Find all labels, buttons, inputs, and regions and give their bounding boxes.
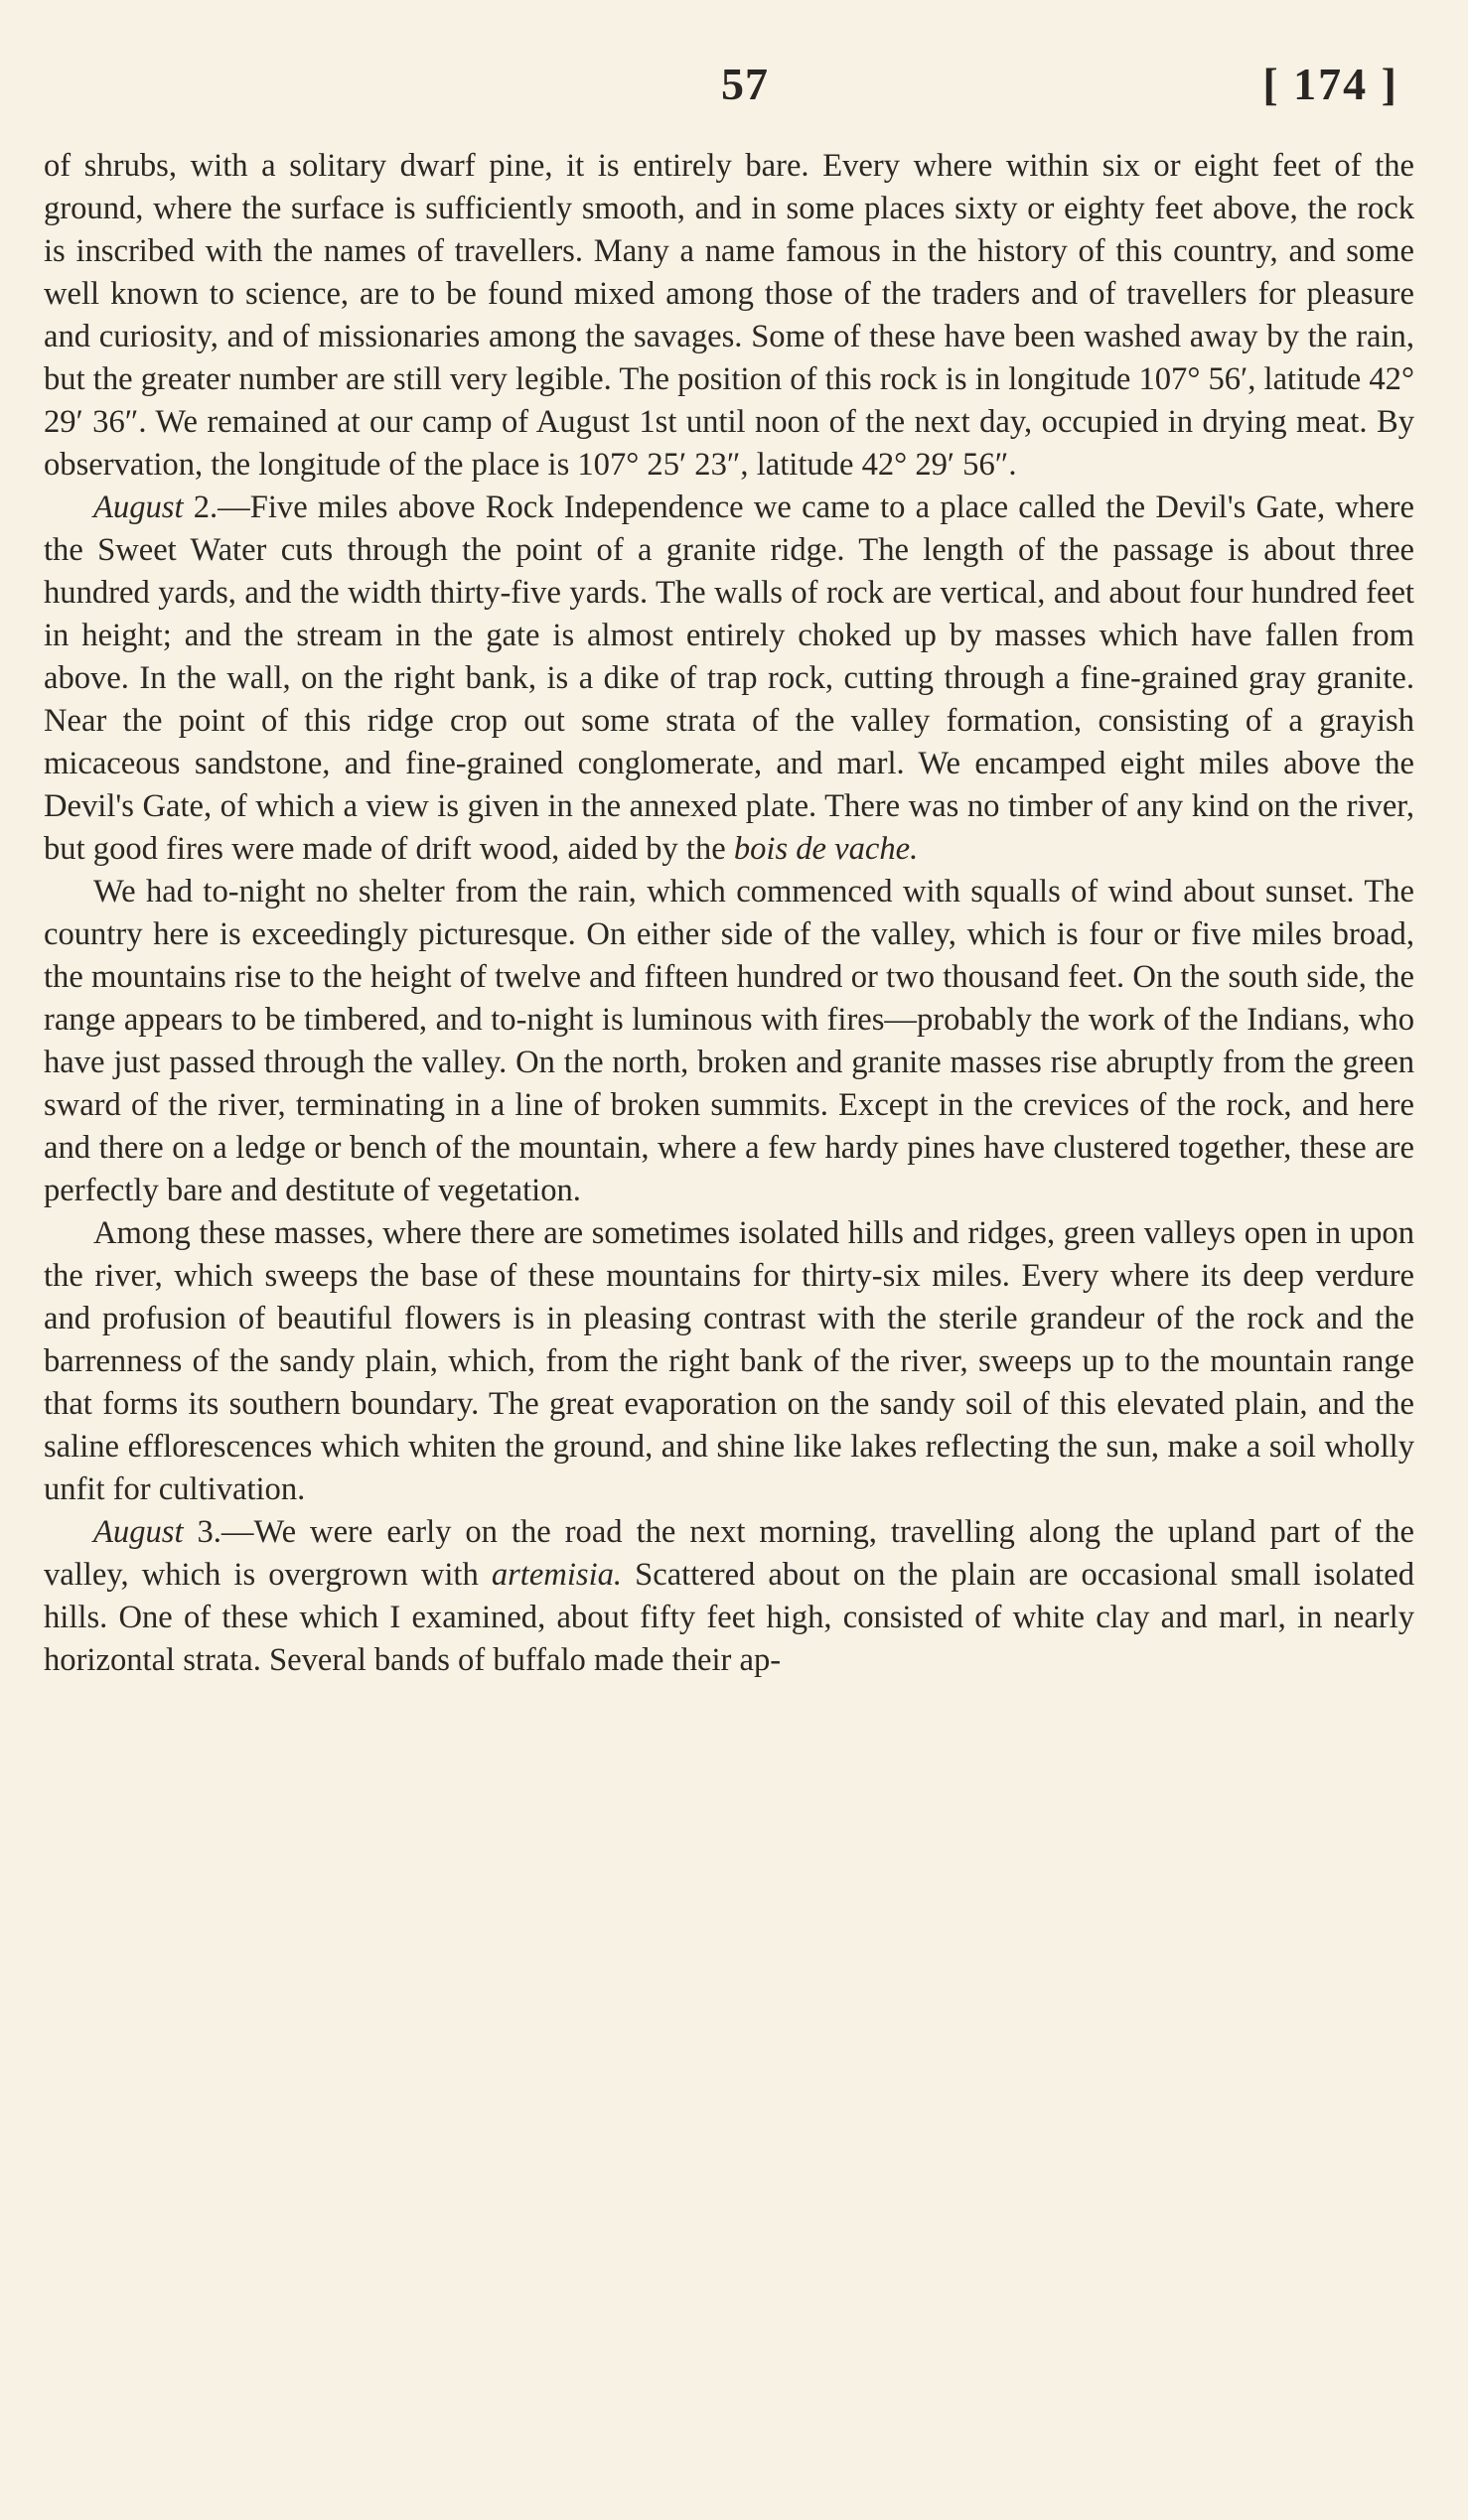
paragraph-5: [44, 1511, 1414, 1682]
paragraph-4: [44, 1212, 1414, 1511]
paragraph-text: of shrubs, with a solitary dwarf pine, it is entirely bare. Every where within six or eight feet of the ground, where the surface is sufficiently smooth, and in some places sixty or eighty feet above, the rock is inscribed with the names of travellers. Many a name famous in the history of this country, and some well known to science, are to be found mixed among those of the traders and of travellers for pleasure and curiosity, and of missionaries among the savages. Some of these have been washed away by the rain, but the greater number are still very legible. The position of this rock is in longitude 107° 56′, latitude 42° 29′ 36″. We remained at our camp of August 1st until noon of the next day, occupied in drying meat. By observation, the longitude of the place is 107° 25′ 23″, latitude 42° 29′ 56″.: [44, 148, 1414, 483]
page-header: [44, 58, 1414, 127]
paragraph-text: We had to-night no shelter from the rain, which commenced with squalls of wind about sunset. The country here is exceedingly picturesque. On either side of the valley, which is four or five miles broad, the mountains rise to the height of twelve and fifteen hundred or two thousand feet. On the south side, the range appears to be timbered, and to-night is luminous with fires—probably the work of the Indians, who have just passed through the valley. On the north, broken and granite masses rise abruptly from the green sward of the river, terminating in a line of broken summits. Except in the crevices of the rock, and here and there on a ledge or bench of the mountain, where a few hardy pines have clustered together, these are perfectly bare and destitute of vegetation.: [44, 874, 1414, 1208]
paragraph-1: [44, 145, 1414, 487]
body-text: [44, 145, 1414, 1682]
paragraph-tail: Scattered about on the plain are occasional small isolated hills. One of these which I examined, about fifty feet high, consisted of white clay and marl, in nearly horizontal strata. Several bands of buffalo made their ap-: [44, 1557, 1415, 1678]
paragraph-text: 2.—Five miles above Rock Independence we came to a place called the Devil's Gate, where the Sweet Water cuts through the point of a granite ridge. The length of the passage is about three hundred yards, and the width thirty-five yards. The walls of rock are vertical, and about four hundred feet in height; and the stream in the gate is almost entirely choked up by masses which have fallen from above. In the wall, on the right bank, is a dike of trap rock, cutting through a fine-grained gray granite. Near the point of this ridge crop out some strata of the valley formation, consisting of a grayish micaceous sandstone, and fine-grained conglomerate, and marl. We encamped eight miles above the Devil's Gate, of which a view is given in the annexed plate. There was no timber of any kind on the river, but good fires were made of drift wood, aided by the: [44, 490, 1414, 867]
date-lead: August: [93, 1514, 184, 1550]
paragraph-text: Among these masses, where there are sometimes isolated hills and ridges, green valleys open in upon the river, which sweeps the base of these mountains for thirty-six miles. Every where its deep verdure and profusion of beautiful flowers is in pleasing contrast with the sterile grandeur of the rock and the barrenness of the sandy plain, which, from the right bank of the river, sweeps up to the mountain range that forms its southern boundary. The great evaporation on the sandy soil of this elevated plain, and the saline efflorescences which whiten the ground, and shine like lakes reflecting the sun, make a soil wholly unfit for cultivation.: [44, 1215, 1414, 1507]
page-number: 57: [721, 59, 769, 109]
italic-term: artemisia.: [491, 1557, 623, 1593]
paragraph-2: [44, 487, 1414, 871]
date-lead: August: [93, 490, 184, 525]
italic-term: bois de vache.: [733, 831, 919, 867]
paragraph-3: [44, 871, 1414, 1212]
paragraph-text: 3.—We were early on the road the next morning, travelling along the upland part of the valley, which is overgrown with: [44, 1514, 1414, 1593]
document-page-number: [ 174 ]: [1262, 59, 1398, 109]
